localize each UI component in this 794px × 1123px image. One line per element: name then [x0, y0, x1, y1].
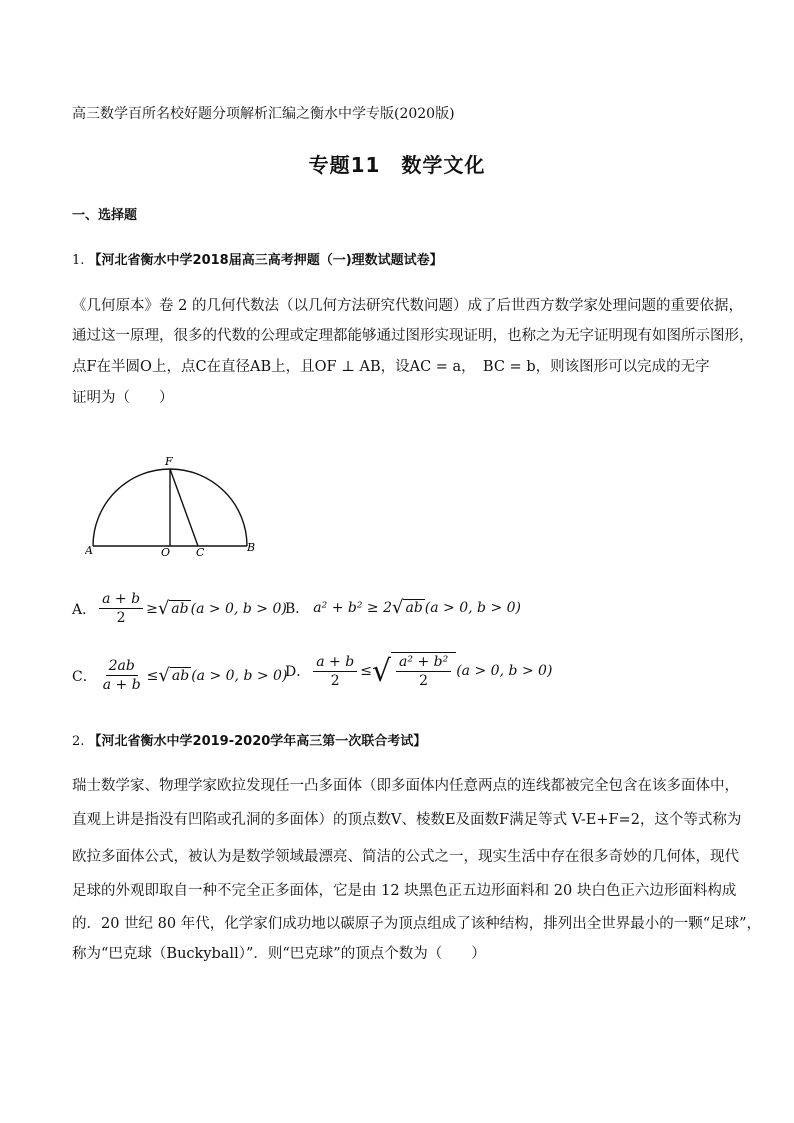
label-o: O — [161, 546, 171, 558]
option-d-denominator: 2 — [330, 672, 340, 689]
option-d-relation: ≤ — [360, 663, 372, 680]
question-2-line-3: 欧拉多面体公式，被认为是数学领域最漂亮、简洁的公式之一，现实生活中存在很多奇妙的几何体，现代 — [72, 849, 739, 865]
question-2-line-2: 直观上讲是指没有凹陷或孔洞的多面体）的顶点数V、棱数E及面数F满足等式 V-E+F=2，这个等式称为 — [72, 812, 742, 828]
question-1-line-4: 证明为（ ） — [72, 390, 174, 406]
option-a-denominator: 2 — [116, 610, 126, 627]
question-2-source: 【河北省衡水中学2019-2020学年高三第一次联合考试】 — [88, 734, 427, 749]
question-1-number: 1. — [72, 253, 85, 268]
option-a[interactable] — [72, 590, 287, 627]
option-d-numerator: a + b — [313, 653, 357, 672]
option-c-radicand: ab — [171, 668, 190, 685]
question-1-header — [72, 249, 443, 268]
option-c[interactable] — [72, 657, 287, 694]
option-b-radicand: ab — [405, 600, 423, 616]
question-2-line-1: 瑞士数学家、物理学家欧拉发现任一凸多面体（即多面体内任意两点的连线都被完全包含在该多面体中， — [72, 778, 739, 794]
option-d[interactable] — [285, 652, 552, 690]
label-b: B — [247, 541, 256, 554]
segment-fc — [170, 469, 198, 546]
section-heading: 一、选择题 — [72, 208, 138, 223]
question-2-line-6: 称为“巴克球（Buckyball）”．则“巴克球”的顶点个数为（ ） — [72, 946, 486, 962]
question-1-source: 【河北省衡水中学2018届高三高考押题（一)理数试题试卷】 — [88, 253, 443, 268]
question-2-number: 2. — [72, 734, 85, 749]
question-2-header — [72, 730, 426, 749]
option-d-radicand-fraction — [396, 653, 451, 690]
option-c-label: C． — [72, 668, 97, 685]
option-c-numerator: 2ab — [106, 657, 138, 676]
option-d-fraction — [313, 653, 357, 690]
semicircle-diagram — [85, 448, 270, 558]
header-line: 高三数学百所名校好题分项解析汇编之衡水中学专版(2020版) — [72, 106, 455, 122]
option-c-denominator: a + b — [102, 677, 141, 694]
option-a-fraction — [99, 590, 143, 627]
option-b-expression: a² + b² ≥ 2 — [313, 599, 392, 616]
option-a-radicand: ab — [171, 601, 189, 618]
option-c-fraction — [100, 657, 144, 694]
sqrt-icon: √ — [157, 598, 170, 620]
option-a-condition: (a > 0, b > 0) — [190, 600, 287, 617]
label-a: A — [85, 544, 93, 557]
option-a-relation: ≥ — [146, 600, 158, 617]
option-d-condition: (a > 0, b > 0) — [456, 663, 553, 680]
question-1-line-3: 点F在半圆O上，点C在直径AB上，且OF ⊥ AB，设AC = a， BC = b，则该图形可以完成的无字 — [72, 359, 710, 375]
question-1-line-1: 《几何原本》卷 2 的几何代数法（以几何方法研究代数问题）成了后世西方数学家处理问题的重要依据， — [72, 298, 743, 314]
option-b-label: B． — [285, 600, 310, 617]
question-2-line-4: 足球的外观即取自一种不完全正多面体，它是由 12 块黑色正五边形面料和 20 块白色正六边形面料构成 — [72, 883, 737, 899]
option-c-relation: ≤ — [146, 667, 159, 684]
semicircle-figure — [85, 448, 270, 562]
sqrt-icon: √ — [371, 653, 392, 689]
option-b-condition: (a > 0, b > 0) — [424, 599, 522, 616]
sqrt-icon: √ — [392, 597, 404, 618]
option-d-radicand-denominator: 2 — [419, 673, 429, 690]
option-d-radicand-numerator: a² + b² — [396, 653, 451, 672]
page-title: 专题11 数学文化 — [308, 153, 486, 177]
question-2-line-5: 的．20 世纪 80 年代，化学家们成功地以碳原子为顶点组成了该种结构，排列出全世界最小的一颗“足球”， — [72, 916, 762, 932]
option-c-condition: (a > 0, b > 0) — [191, 667, 288, 684]
option-a-label: A． — [72, 601, 97, 618]
option-b[interactable] — [285, 597, 521, 618]
option-a-numerator: a + b — [99, 590, 143, 609]
option-d-radical — [391, 652, 456, 690]
question-1-line-2: 通过这一原理，很多的代数的公理或定理都能够通过图形实现证明，也称之为无字证明现有如图所示图形， — [72, 328, 754, 344]
sqrt-icon: √ — [158, 665, 170, 687]
label-c: C — [196, 546, 205, 558]
label-f: F — [165, 455, 173, 468]
option-d-label: D． — [285, 664, 311, 681]
